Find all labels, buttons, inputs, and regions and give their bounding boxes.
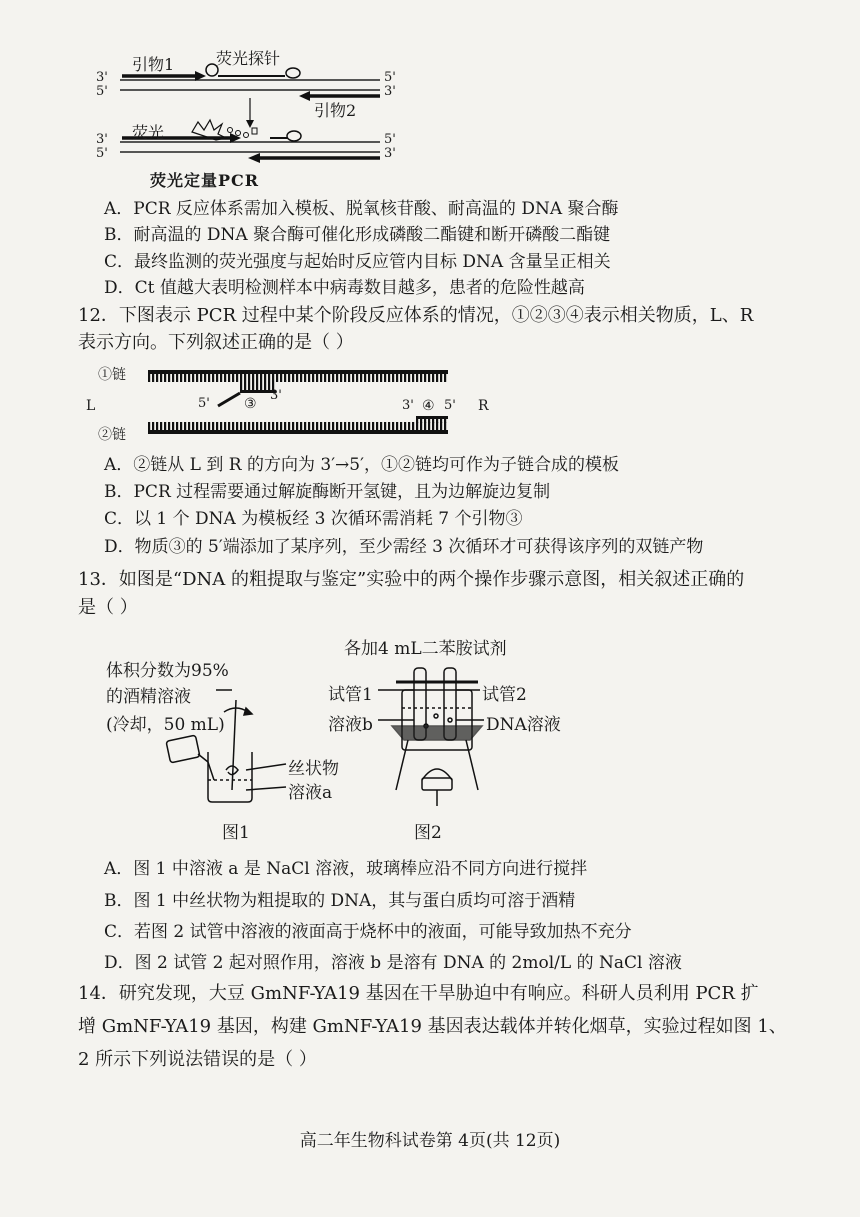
end-label: 3' (384, 84, 396, 99)
q11-option-c: C．最终监测的荧光强度与起始时反应管内目标 DNA 含量呈正相关 (104, 252, 611, 272)
direction-R: R (478, 398, 489, 414)
end-label: 3' (270, 388, 282, 403)
q12-option-c: C．以 1 个 DNA 为模板经 3 次循环需消耗 7 个引物③ (104, 509, 523, 529)
q12-option-b: B．PCR 过程需要通过解旋酶断开氢键，且为边解旋边复制 (104, 482, 551, 502)
fig2-reagent-label: 各加4 mL二苯胺试剂 (344, 639, 507, 659)
q12-stem-line2: 表示方向。下列叙述正确的是（ ） (78, 332, 354, 353)
q13-stem-line1: 13．如图是“DNA 的粗提取与鉴定”实验中的两个操作步骤示意图，相关叙述正确的 (78, 569, 745, 590)
page-footer: 高二年生物科试卷第 4页(共 12页) (299, 1131, 561, 1151)
q13-stem-line2: 是（ ） (78, 597, 138, 618)
direction-L: L (86, 398, 96, 414)
tube2-label: 试管2 (482, 685, 527, 705)
end-label: 3' (96, 70, 108, 85)
q13-figure (96, 630, 576, 850)
q13-option-b: B．图 1 中丝状物为粗提取的 DNA，其与蛋白质均可溶于酒精 (104, 891, 576, 911)
substance-3-label: ③ (244, 396, 257, 412)
fluor-label: 荧光 (132, 123, 165, 142)
fig1-caption: 图1 (222, 823, 250, 843)
dna-solution-label: DNA溶液 (486, 715, 561, 735)
q13-option-c: C．若图 2 试管中溶液的液面高于烧杯中的液面，可能导致加热不充分 (104, 922, 632, 942)
q13-option-d: D．图 2 试管 2 起对照作用，溶液 b 是溶有 DNA 的 2mol/L 的 NaCl 溶液 (104, 953, 682, 973)
alcohol-label-2: 的酒精溶液 (106, 687, 191, 707)
q14-line1: 14．研究发现，大豆 GmNF-YA19 基因在干旱胁迫中有响应。科研人员利用 PCR 扩 (78, 983, 759, 1004)
end-label: 5' (198, 396, 210, 411)
chain2-label: ②链 (98, 427, 126, 443)
q11-option-d: D．Ct 值越大表明检测样本中病毒数目越多，患者的危险性越高 (104, 278, 585, 298)
q12-option-d: D．物质③的 5′端添加了某序列，至少需经 3 次循环才可获得该序列的双链产物 (104, 537, 704, 557)
q11-option-b: B．耐高温的 DNA 聚合酶可催化形成磷酸二酯键和断开磷酸二酯键 (104, 225, 611, 245)
end-label: 5' (444, 398, 456, 413)
end-label: 5' (96, 84, 108, 99)
end-label: 3' (96, 132, 108, 147)
substance-4-label: ④ (422, 398, 435, 414)
q13-option-a: A．图 1 中溶液 a 是 NaCl 溶液，玻璃棒应沿不同方向进行搅拌 (104, 859, 588, 879)
fig2-caption: 图2 (414, 823, 442, 843)
tube1-label: 试管1 (328, 685, 373, 705)
end-label: 3' (384, 146, 396, 161)
pcr-caption: 荧光定量PCR (150, 171, 260, 190)
primer2-label: 引物2 (314, 101, 357, 120)
primer1-label: 引物1 (132, 55, 175, 74)
end-label: 3' (402, 398, 414, 413)
q11-option-a: A．PCR 反应体系需加入模板、脱氧核苷酸、耐高温的 DNA 聚合酶 (104, 199, 619, 219)
solution-b-label: 溶液b (328, 715, 373, 735)
q12-option-a: A．②链从 L 到 R 的方向为 3′→5′，①②链均可作为子链合成的模板 (104, 455, 619, 475)
solution-a-label: 溶液a (288, 783, 333, 803)
q12-stem-line1: 12．下图表示 PCR 过程中某个阶段反应体系的情况，①②③④表示相关物质，L、R (78, 305, 754, 326)
alcohol-label-1: 体积分数为95% (106, 661, 229, 681)
probe-label: 荧光探针 (216, 49, 281, 68)
end-label: 5' (384, 132, 396, 147)
q14-line2: 增 GmNF-YA19 基因，构建 GmNF-YA19 基因表达载体并转化烟草，实验过程如图 1、 (78, 1016, 787, 1037)
alcohol-label-3: (冷却，50 mL) (106, 715, 225, 735)
end-label: 5' (96, 146, 108, 161)
chain1-label: ①链 (98, 367, 126, 383)
q14-line3: 2 所示下列说法错误的是（ ） (78, 1049, 317, 1070)
thread-label: 丝状物 (288, 759, 339, 779)
q12-figure (80, 360, 520, 450)
end-label: 5' (384, 70, 396, 85)
pcr-figure (80, 40, 420, 190)
